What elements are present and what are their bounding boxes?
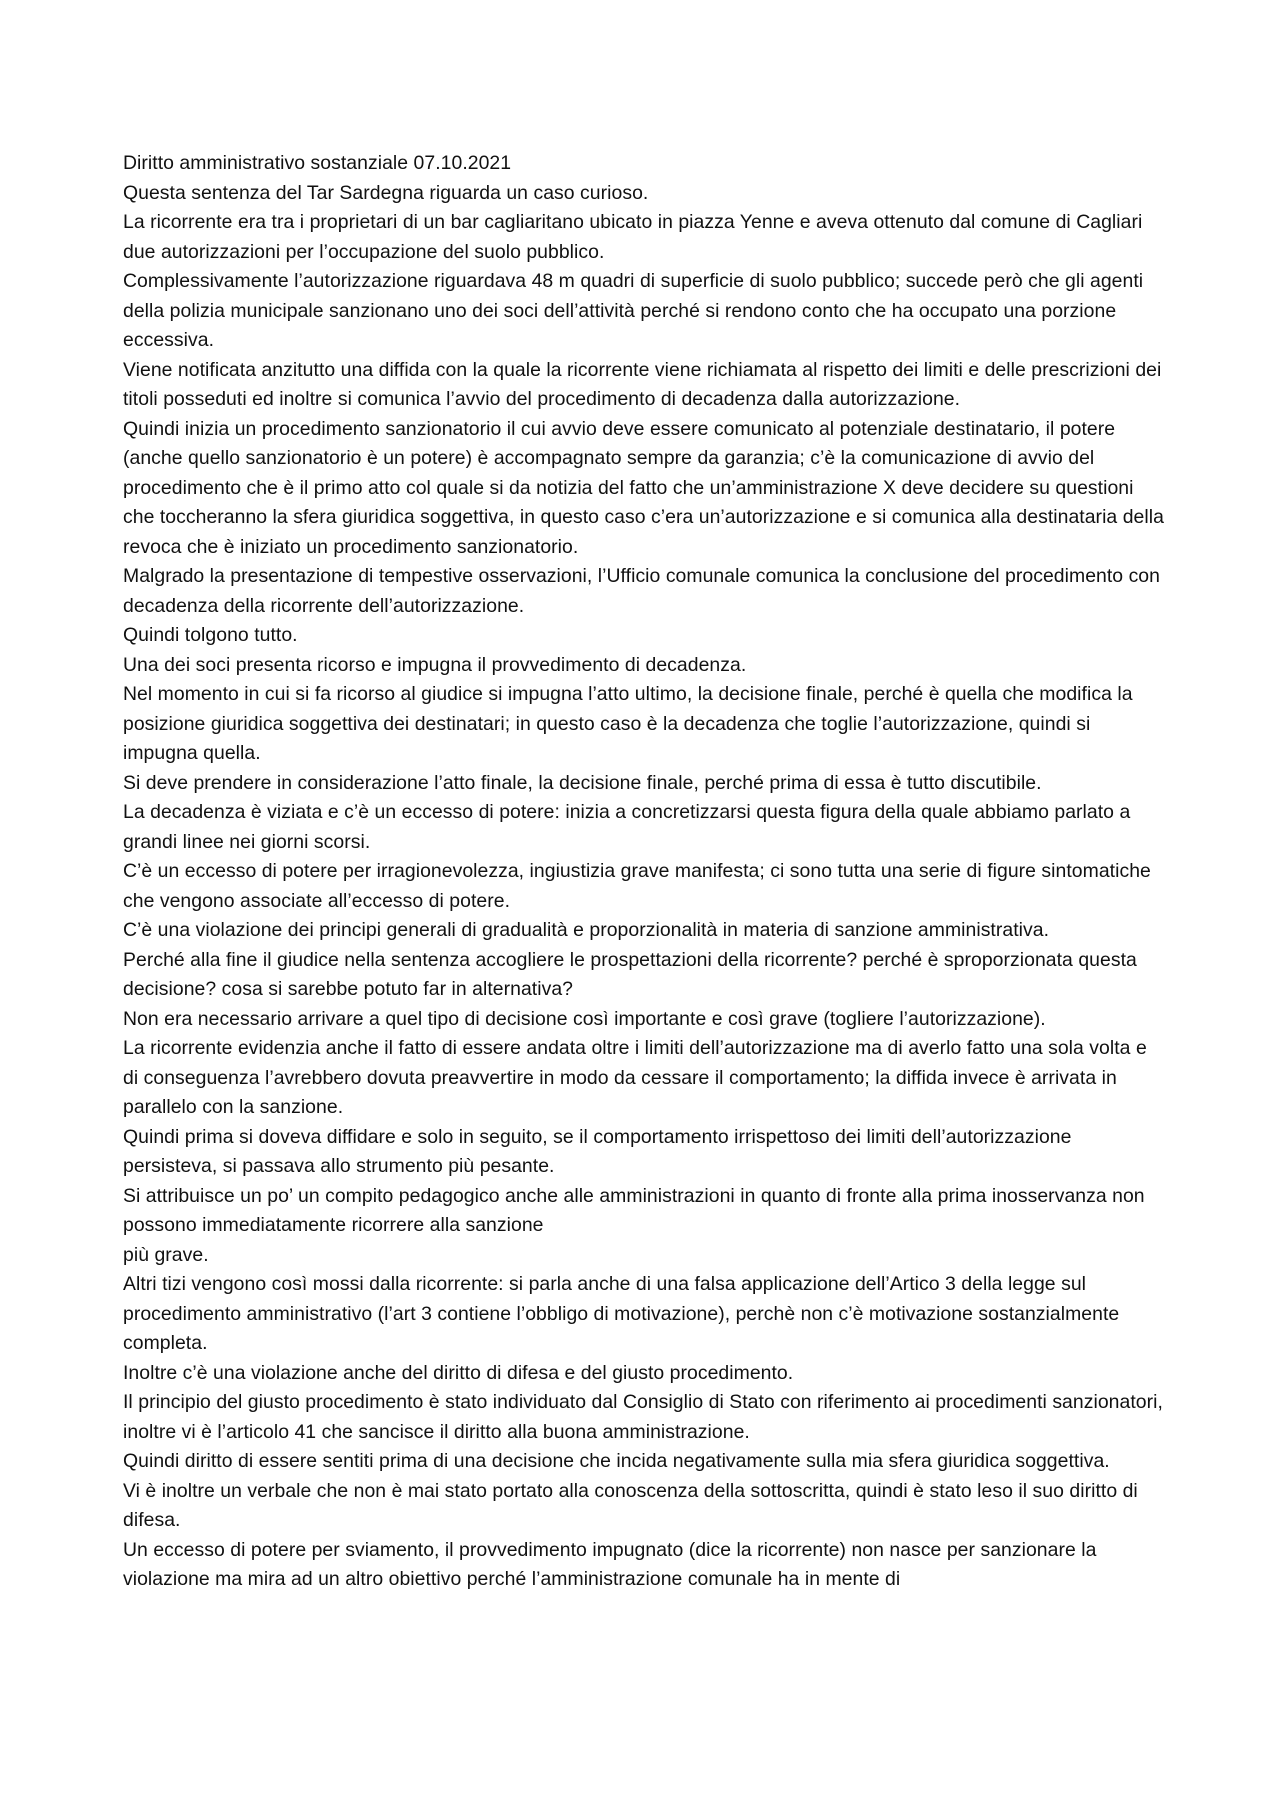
paragraph: C’è un eccesso di potere per irragionevolezza, ingiustizia grave manifesta; ci sono tutta una serie di figure sintomatiche che vengono associate all’eccesso di potere. xyxy=(123,860,1151,912)
paragraph: Quindi diritto di essere sentiti prima di una decisione che incida negativamente sulla mia sfera giuridica soggettiva. xyxy=(123,1450,1110,1472)
paragraph: più grave. xyxy=(123,1243,209,1266)
paragraph: Vi è inoltre un verbale che non è mai stato portato alla conoscenza della sottoscritta, quindi è stato leso il suo diritto di difesa. xyxy=(123,1479,1138,1531)
paragraph: Altri tizi vengono così mossi dalla ricorrente: si parla anche di una falsa applicazione dell’Artico 3 della legge sul procedimento amministrativo (l’art 3 contiene l’obbligo di motivazione), perchè non c’è motivazione sostanzialmente completa. xyxy=(123,1273,1120,1354)
paragraph: Si deve prendere in considerazione l’atto finale, la decisione finale, perché prima di essa è tutto discutibile. xyxy=(123,771,1042,794)
paragraph: La ricorrente evidenzia anche il fatto di essere andata oltre i limiti dell’autorizzazione ma di averlo fatto una sola volta e di conseguenza l’avrebbero dovuta preavvertire in modo da cessare il comportamento; la diffida invece è arrivata in parallelo con la sanzione. xyxy=(123,1037,1147,1118)
paragraph: Viene notificata anzitutto una diffida con la quale la ricorrente viene richiamata al rispetto dei limiti e delle prescrizioni dei titoli posseduti ed inoltre si comunica l’avvio del procedimento di decadenza dalla autorizzazione. xyxy=(123,358,1162,410)
paragraph: Quindi inizia un procedimento sanzionatorio il cui avvio deve essere comunicato al potenziale destinatario, il potere (anche quello sanzionatorio è un potere) è accompagnato sempre da garanzia; c’è la comunicazione di avvio del procedimento che è il primo atto col quale si da notizia del fatto che un’amministrazione X deve decidere su questioni che toccheranno la sfera giuridica soggettiva, in questo caso c’era un’autorizzazione e si comunica alla destinataria della revoca che è iniziato un procedimento sanzionatorio. xyxy=(123,417,1164,558)
paragraph: Perché alla fine il giudice nella sentenza accogliere le prospettazioni della ricorrente? perché è sproporzionata questa decisione? cosa si sarebbe potuto far in alternativa? xyxy=(123,948,1137,1000)
paragraph: Quindi prima si doveva diffidare e solo in seguito, se il comportamento irrispettoso dei limiti dell’autorizzazione persisteva, si passava allo strumento più pesante. xyxy=(123,1125,1072,1177)
paragraph: Il principio del giusto procedimento è stato individuato dal Consiglio di Stato con riferimento ai procedimenti sanzionatori, inoltre vi è l’articolo 41 che sancisce il diritto alla buona amministrazione. xyxy=(123,1391,1163,1443)
paragraph: Inoltre c’è una violazione anche del diritto di difesa e del giusto procedimento. xyxy=(123,1361,794,1384)
paragraph: Questa sentenza del Tar Sardegna riguarda un caso curioso. xyxy=(123,181,649,204)
paragraph: Complessivamente l’autorizzazione riguardava 48 m quadri di superficie di suolo pubblico; succede però che gli agenti della polizia municipale sanzionano uno dei soci dell’attività perché si rendono conto che ha occupato una porzione eccessiva. xyxy=(123,270,1144,351)
paragraph: Una dei soci presenta ricorso e impugna il provvedimento di decadenza. xyxy=(123,653,747,676)
document-body xyxy=(123,149,1165,1595)
paragraph: Non era necessario arrivare a quel tipo di decisione così importante e così grave (togliere l’autorizzazione). xyxy=(123,1007,1046,1030)
paragraph: Quindi tolgono tutto. xyxy=(123,624,298,646)
paragraph: Malgrado la presentazione di tempestive osservazioni, l’Ufficio comunale comunica la conclusione del procedimento con decadenza della ricorrente dell’autorizzazione. xyxy=(123,565,1160,617)
paragraph: Un eccesso di potere per sviamento, il provvedimento impugnato (dice la ricorrente) non nasce per sanzionare la violazione ma mira ad un altro obiettivo perché l’amministrazione comunale ha in mente di xyxy=(123,1538,1097,1590)
paragraph: C’è una violazione dei principi generali di gradualità e proporzionalità in materia di sanzione amministrativa. xyxy=(123,919,1050,941)
document-title: Diritto amministrativo sostanziale 07.10.2021 xyxy=(123,152,512,174)
paragraph: Nel momento in cui si fa ricorso al giudice si impugna l’atto ultimo, la decisione finale, perché è quella che modifica la posizione giuridica soggettiva dei destinatari; in questo caso è la decadenza che toglie l’autorizzazione, quindi si impugna quella. xyxy=(123,683,1133,764)
paragraph: Si attribuisce un po’ un compito pedagogico anche alle amministrazioni in quanto di fronte alla prima inosservanza non possono immediatamente ricorrere alla sanzione xyxy=(123,1184,1145,1236)
paragraph: La decadenza è viziata e c’è un eccesso di potere: inizia a concretizzarsi questa figura della quale abbiamo parlato a grandi linee nei giorni scorsi. xyxy=(123,801,1131,853)
paragraph: La ricorrente era tra i proprietari di un bar cagliaritano ubicato in piazza Yenne e aveva ottenuto dal comune di Cagliari due autorizzazioni per l’occupazione del suolo pubblico. xyxy=(123,211,1143,263)
